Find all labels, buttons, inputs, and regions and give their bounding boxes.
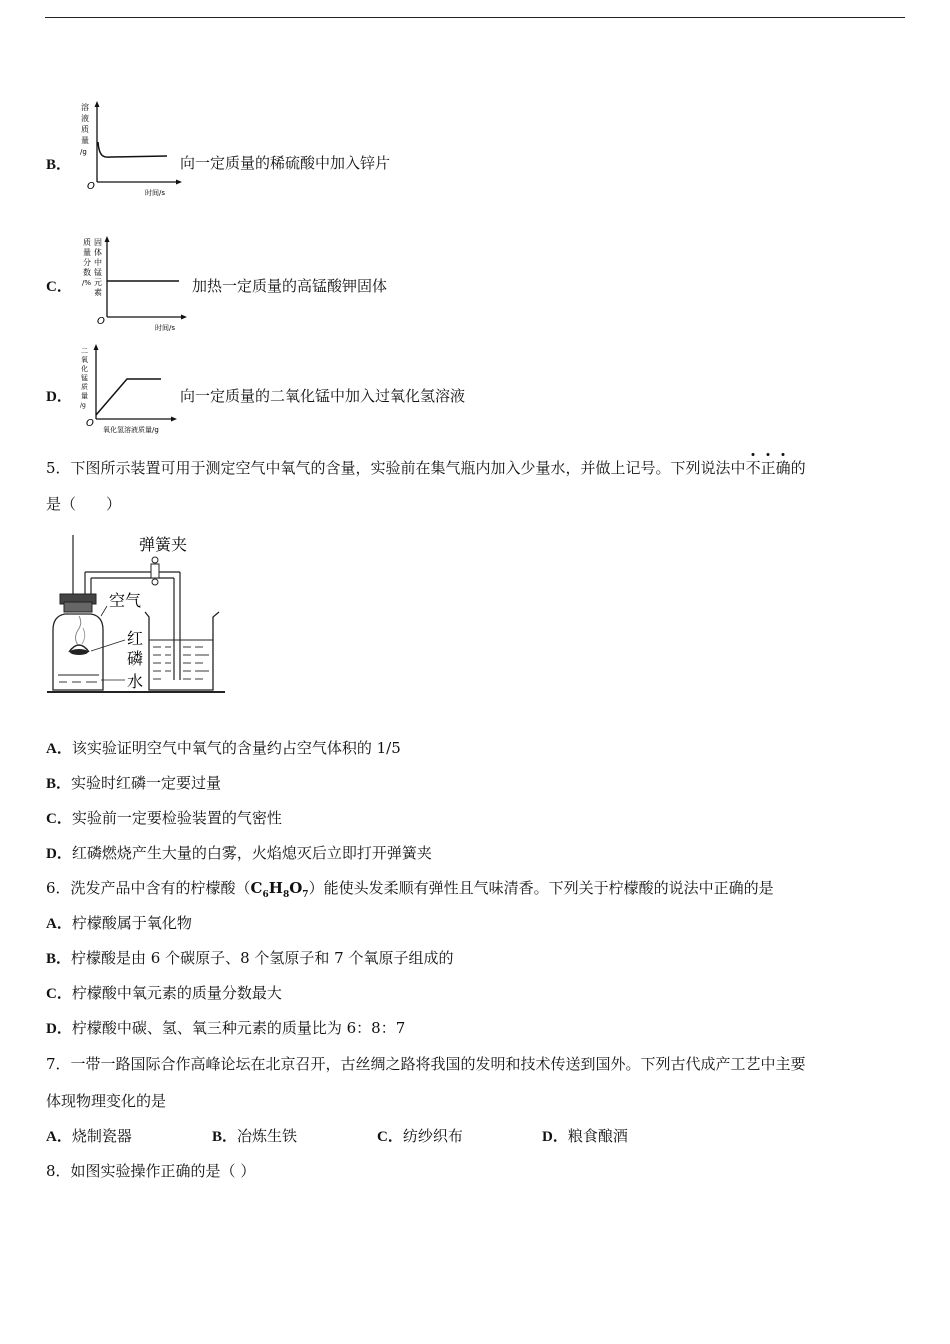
q4-b-ylabel-0: 溶 [81,103,89,112]
q4-d-origin: O [86,418,94,429]
q4-c-ylabel1-2: 分 [83,258,91,267]
q7-stem-line1: 7．一带一路国际合作高峰论坛在北京召开，古丝绸之路将我国的发明和技术传送到国外。下列古代成产工艺中主要 [46,1055,806,1073]
q4-option-c-text: 加热一定质量的高锰酸钾固体 [192,277,388,295]
spring-clip [151,564,159,578]
q4-b-curve [98,142,167,157]
q4-c-ylabel2-4: 元 [94,278,102,287]
q4-c-xlabel: 时间/s [155,324,176,332]
q6-stem: 6．洗发产品中含有的柠檬酸$(C_6H_8O_7)$能使头发柔顺有弹性且气味清香。下列关于柠檬酸的说法中正确的是 [46,879,774,900]
q4-d-ylabel-5: 量 [81,392,88,400]
q5-stem-line1 [46,458,806,478]
label-phosphorus: 磷 [127,649,144,668]
q4-c-ylabel2-0: 固 [94,238,102,247]
q4-d-curve [96,379,161,415]
q4-d-ylabel-2: 化 [81,365,88,373]
label-air: 空气 [109,591,142,610]
label-spring-clip: 弹簧夹 [139,535,188,554]
q4-c-ylabel1-0: 质 [83,238,91,247]
label-water: 水 [127,672,144,691]
q5-option-b: B．实验时红磷一定要过量 [46,774,222,792]
q4-b-ylabel-2: 质 [81,125,89,134]
q4-c-ylabel1-1: 量 [83,248,91,257]
q4-c-ylabel2-3: 锰 [94,268,102,277]
q5-emph-1: 正 [760,459,776,477]
red-phosphorus [70,649,88,655]
q4-c-origin: O [97,316,105,327]
q7-stem-line2: 体现物理变化的是 [46,1092,167,1110]
q5-stem-b: 的 [790,459,806,477]
q5-apparatus-figure [45,530,235,700]
q4-option-c-label: C． [46,279,72,295]
q4-c-ylabel1-3: 数 [83,268,91,277]
q4-b-ylabel-3: 量 [81,136,89,145]
q4-d-chart [75,343,185,438]
q4-d-ylabel-0: 二 [81,347,88,355]
q4-b-ylabel-1: 液 [81,114,89,123]
q4-c-ylabel2-2: 中 [94,258,102,267]
q6-option-a: A．柠檬酸属于氧化物 [46,914,192,932]
q4-b-ylabel-4: /g [80,148,87,156]
q4-c-ylabel1-4: /% [82,279,92,287]
q4-option-b-text: 向一定质量的稀硫酸中加入锌片 [180,154,391,172]
q4-d-ylabel-6: /g [80,402,86,409]
q7-option-d: D．粮食酿酒 [542,1127,628,1145]
q5-option-c: C．实验前一定要检验装置的气密性 [46,809,282,827]
label-red: 红 [127,629,144,648]
q4-d-ylabel-3: 锰 [81,374,88,382]
q4-option-b-label: B． [46,157,72,173]
q5-option-a: A．该实验证明空气中氧气的含量约占空气体积的 1/5 [46,739,401,757]
q7-option-b: B．冶炼生铁 [212,1127,298,1145]
q5-emph-2: 确 [775,459,791,477]
q4-c-ylabel2-1: 体 [94,248,102,257]
q4-b-xlabel: 时间/s [145,189,166,197]
beaker [145,612,219,690]
q6-option-d: D．柠檬酸中碳、氢、氧三种元素的质量比为 6：8：7 [46,1019,406,1037]
q4-b-chart [75,100,185,200]
q4-option-d-text: 向一定质量的二氧化锰中加入过氧化氢溶液 [180,387,466,405]
q7-option-c: C．纺纱织布 [377,1127,463,1145]
q6-option-c: C．柠檬酸中氧元素的质量分数最大 [46,984,282,1002]
q4-option-d-label: D． [46,389,72,405]
q6-option-b: B．柠檬酸是由 6 个碳原子、8 个氢原子和 7 个氧原子组成的 [46,949,454,967]
q7-option-a: A．烧制瓷器 [46,1127,132,1145]
q5-option-d: D．红磷燃烧产生大量的白雾，火焰熄灭后立即打开弹簧夹 [46,844,432,862]
q4-c-ylabel2-5: 素 [94,288,102,297]
q4-d-xlabel: 氧化氢溶液质量/g [103,426,159,434]
q5-emph-0: 不 [745,459,761,477]
header-rule [45,17,905,18]
citric-acid-formula: $C_6H_8O_7$ [250,879,309,900]
q4-d-ylabel-1: 氧 [81,356,88,364]
q5-stem-line2: 是（ ） [46,495,122,513]
q5-stem-a: 5．下图所示装置可用于测定空气中氧气的含量，实验前在集气瓶内加入少量水，并做上记号。下列说法中 [46,459,746,477]
q4-d-ylabel-4: 质 [81,383,88,391]
q8-stem: 8．如图实验操作正确的是（ ） [46,1162,256,1180]
q4-c-chart [75,235,190,335]
q4-b-origin: O [87,181,95,192]
